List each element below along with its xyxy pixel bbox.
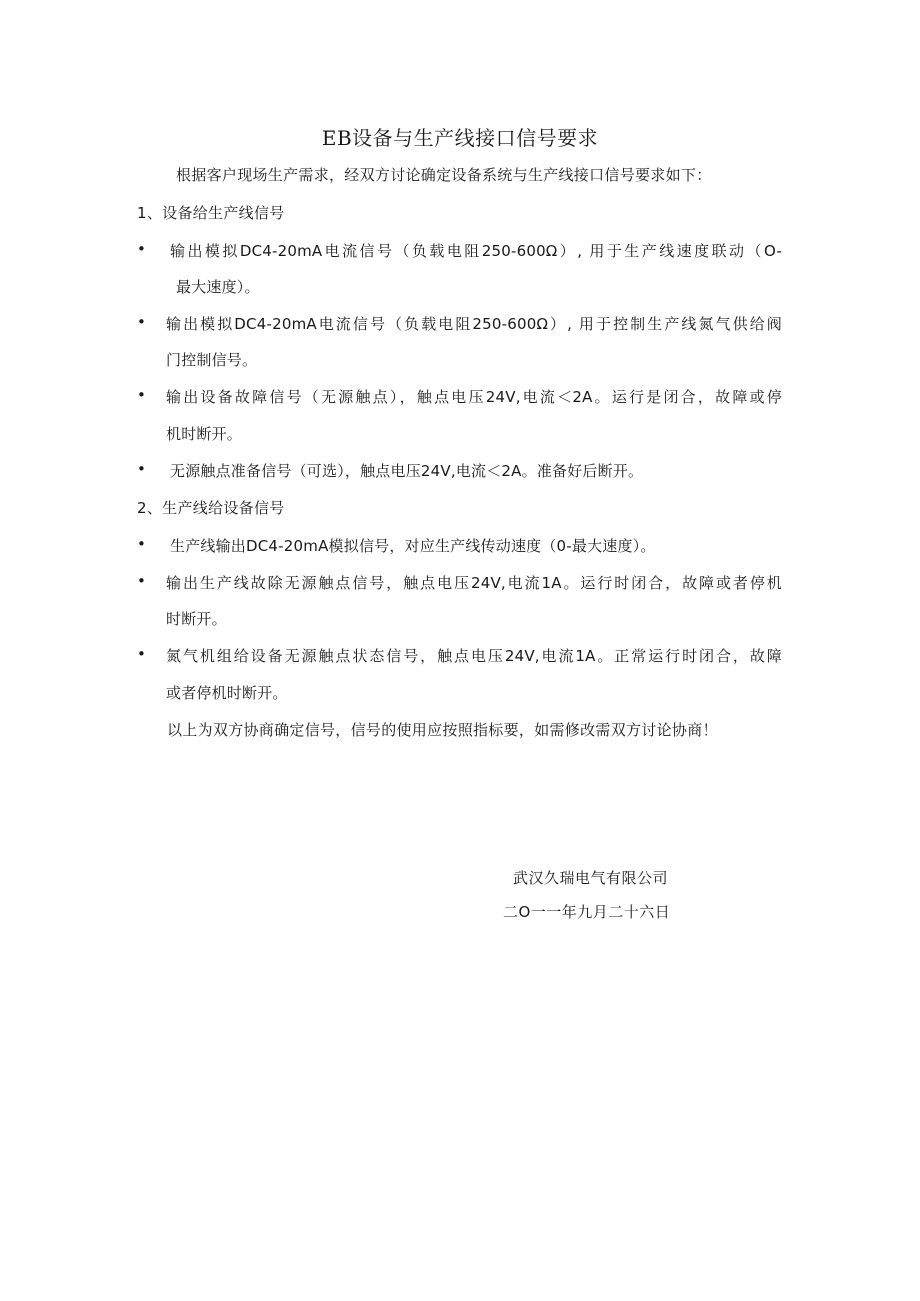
bullet-icon: • [137, 240, 146, 258]
s1-item1-line1: 输出模拟DC4-20mA电流信号（负载电阻250-600Ω）, 用于生产线速度联动（O- [170, 242, 782, 260]
document-date: 二O一一年九月二十六日 [503, 903, 671, 921]
bullet-icon: • [137, 535, 146, 553]
s1-item4-line1: 无源触点准备信号（可选），触点电压24V,电流＜2A。准备好后断开。 [170, 462, 644, 480]
s1-item2-line1: 输出模拟DC4-20mA电流信号（负载电阻250-600Ω）, 用于控制生产线氮气供给阀 [166, 315, 782, 333]
s2-item1-line1: 生产线输出DC4-20mA模拟信号，对应生产线传动速度（0-最大速度）。 [170, 537, 656, 555]
company-name: 武汉久瑞电气有限公司 [513, 869, 669, 887]
section-2-heading: 2、生产线给设备信号 [137, 499, 285, 517]
bullet-icon: • [137, 313, 146, 331]
intro-paragraph: 根据客户现场生产需求，经双方讨论确定设备系统与生产线接口信号要求如下： [176, 166, 712, 184]
s1-item3-line2: 机时断开。 [166, 425, 243, 443]
section-1-heading: 1、设备给生产线信号 [137, 204, 285, 222]
s2-item2-line2: 时断开。 [166, 610, 227, 628]
document-title: EB设备与生产线接口信号要求 [321, 126, 599, 150]
bullet-icon: • [137, 645, 146, 663]
bullet-icon: • [137, 386, 146, 404]
s1-item3-line1: 输出设备故障信号（无源触点），触点电压24V,电流＜2A。运行是闭合，故障或停 [166, 388, 782, 406]
s1-item1-line2: 最大速度）。 [176, 278, 260, 296]
bullet-icon: • [137, 572, 146, 590]
s2-item3-line2: 或者停机时断开。 [166, 684, 288, 702]
closing-paragraph: 以上为双方协商确定信号，信号的使用应按照指标要，如需修改需双方讨论协商！ [167, 721, 718, 739]
bullet-icon: • [137, 460, 146, 478]
s2-item3-line1: 氮气机组给设备无源触点状态信号，触点电压24V,电流1A。正常运行时闭合，故障 [166, 647, 782, 665]
s1-item2-line2: 门控制信号。 [166, 351, 258, 369]
s2-item2-line1: 输出生产线故除无源触点信号，触点电压24V,电流1A。运行时闭合，故障或者停机 [166, 574, 782, 592]
